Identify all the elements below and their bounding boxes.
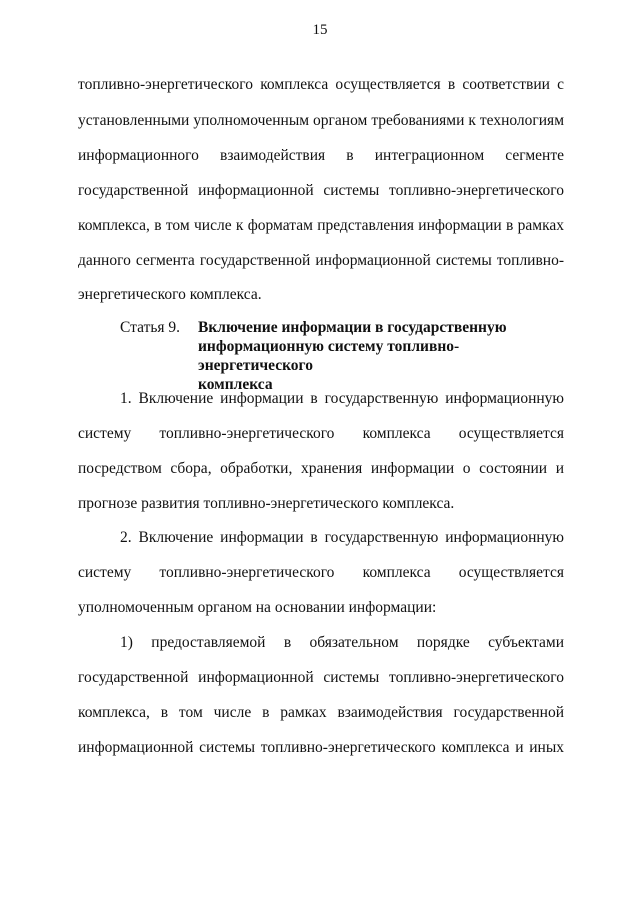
text-line: данного сегмента государственной информационной системы топливно- — [78, 252, 564, 269]
article-label: Статья 9. — [120, 319, 181, 336]
text-line: уполномоченным органом на основании информации: — [78, 599, 437, 616]
text-line: энергетического комплекса. — [78, 286, 262, 303]
text-line: информационной системы топливно-энергетического комплекса и иных — [78, 739, 564, 756]
text-line: комплекса, в том числе в рамках взаимодействия государственной — [78, 704, 564, 721]
text-line: 1) предоставляемой в обязательном порядке субъектами — [120, 634, 564, 651]
text-line: прогнозе развития топливно-энергетического комплекса. — [78, 495, 455, 512]
text-line: 2. Включение информации в государственную информационную — [120, 529, 564, 546]
text-line: государственной информационной системы топливно-энергетического — [78, 182, 564, 199]
text-line: 1. Включение информации в государственную информационную — [120, 390, 564, 407]
article-title-line: комплекса — [198, 376, 273, 393]
text-line: информационного взаимодействия в интеграционном сегменте — [78, 147, 564, 164]
text-line: систему топливно-энергетического комплекса осуществляется — [78, 425, 564, 442]
text-line: систему топливно-энергетического комплекса осуществляется — [78, 564, 564, 581]
text-line: топливно-энергетического комплекса осуществляется в соответствии с — [78, 76, 564, 93]
article-title — [198, 318, 568, 394]
page-number: 15 — [312, 22, 328, 38]
text-line: государственной информационной системы топливно-энергетического — [78, 669, 564, 686]
article-title-line: Включение информации в государственную — [198, 319, 507, 336]
article-title-line: информационную систему топливно-энергетического — [198, 338, 460, 374]
text-line: установленными уполномоченным органом требованиями к технологиям — [78, 112, 564, 129]
text-line: комплекса, в том числе к форматам представления информации в рамках — [78, 217, 564, 234]
text-line: посредством сбора, обработки, хранения информации о состоянии и — [78, 460, 564, 477]
